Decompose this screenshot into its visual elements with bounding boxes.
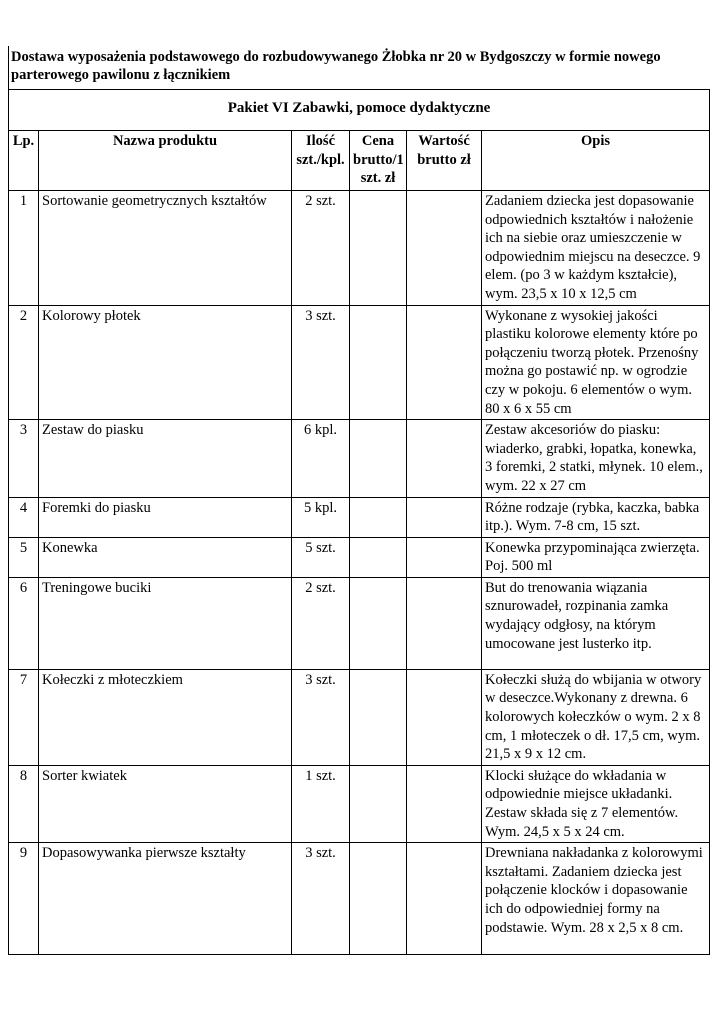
row-description: Konewka przypominająca zwierzęta. Poj. 500 ml <box>482 537 710 577</box>
row-unit-price <box>350 765 407 842</box>
row-lp: 7 <box>9 669 39 765</box>
row-total-value <box>407 537 482 577</box>
row-lp: 3 <box>9 420 39 497</box>
table-row <box>9 765 710 842</box>
row-lp: 4 <box>9 497 39 537</box>
row-description: Drewniana nakładanka z kolorowymi kształtami. Zadaniem dziecka jest połączenie klocków i dopasowanie ich do odpowiedniej formy na podstawie. Wym. 28 x 2,5 x 8 cm. <box>482 843 710 955</box>
table-row <box>9 669 710 765</box>
table-row <box>9 191 710 306</box>
row-product-name: Foremki do piasku <box>39 497 292 537</box>
row-quantity: 6 kpl. <box>292 420 350 497</box>
header-description: Opis <box>482 131 710 191</box>
row-description: Klocki służące do wkładania w odpowiednie miejsce układanki. Zestaw składa się z 7 elementów. Wym. 24,5 x 5 x 24 cm. <box>482 765 710 842</box>
package-title: Pakiet VI Zabawki, pomoce dydaktyczne <box>9 90 710 131</box>
row-lp: 1 <box>9 191 39 306</box>
row-description: Zadaniem dziecka jest dopasowanie odpowiednich kształtów i nałożenie ich na siebie oraz umieszczenie w odpowiednim miejscu na deseczce. 9 elem. (po 3 w każdym kształcie), wym. 23,5 x 10 x 12,5 cm <box>482 191 710 306</box>
table-row <box>9 577 710 669</box>
table-row <box>9 537 710 577</box>
header-total-value: Wartość brutto zł <box>407 131 482 191</box>
row-unit-price <box>350 497 407 537</box>
row-description: Różne rodzaje (rybka, kaczka, babka itp.). Wym. 7-8 cm, 15 szt. <box>482 497 710 537</box>
row-unit-price <box>350 537 407 577</box>
row-total-value <box>407 305 482 420</box>
row-total-value <box>407 669 482 765</box>
row-product-name: Treningowe buciki <box>39 577 292 669</box>
row-product-name: Dopasowywanka pierwsze kształty <box>39 843 292 955</box>
row-description: Wykonane z wysokiej jakości plastiku kolorowe elementy które po połączeniu tworzą płotek. Przenośny można go postawić np. w ogrodzie czy w pokoju. 6 elementów o wym. 80 x 6 x 55 cm <box>482 305 710 420</box>
row-description: Kołeczki służą do wbijania w otwory w deseczce.Wykonany z drewna. 6 kolorowych kołeczków o wym. 2 x 8 cm, 1 młoteczek o dł. 17,5 cm, wym. 21,5 x 9 x 12 cm. <box>482 669 710 765</box>
row-product-name: Zestaw do piasku <box>39 420 292 497</box>
row-product-name: Kolorowy płotek <box>39 305 292 420</box>
row-product-name: Sorter kwiatek <box>39 765 292 842</box>
row-total-value <box>407 577 482 669</box>
header-lp: Lp. <box>9 131 39 191</box>
product-table <box>8 89 710 955</box>
row-unit-price <box>350 577 407 669</box>
row-quantity: 2 szt. <box>292 191 350 306</box>
row-quantity: 2 szt. <box>292 577 350 669</box>
row-unit-price <box>350 420 407 497</box>
document-title: Dostawa wyposażenia podstawowego do rozbudowywanego Żłobka nr 20 w Bydgoszczy w formie nowego parterowego pawilonu z łącznikiem <box>8 46 708 89</box>
row-quantity: 3 szt. <box>292 843 350 955</box>
row-lp: 2 <box>9 305 39 420</box>
row-quantity: 3 szt. <box>292 305 350 420</box>
row-product-name: Kołeczki z młoteczkiem <box>39 669 292 765</box>
row-total-value <box>407 765 482 842</box>
row-unit-price <box>350 191 407 306</box>
header-unit-price: Cena brutto/1 szt. zł <box>350 131 407 191</box>
row-total-value <box>407 191 482 306</box>
row-quantity: 5 kpl. <box>292 497 350 537</box>
row-unit-price <box>350 305 407 420</box>
row-quantity: 3 szt. <box>292 669 350 765</box>
row-total-value <box>407 843 482 955</box>
row-quantity: 1 szt. <box>292 765 350 842</box>
row-description: But do trenowania wiązania sznurowadeł, rozpinania zamka wydający odgłosy, na którym umocowane jest lusterko itp. <box>482 577 710 669</box>
row-quantity: 5 szt. <box>292 537 350 577</box>
row-product-name: Konewka <box>39 537 292 577</box>
header-product-name: Nazwa produktu <box>39 131 292 191</box>
row-product-name: Sortowanie geometrycznych kształtów <box>39 191 292 306</box>
table-row <box>9 420 710 497</box>
row-unit-price <box>350 843 407 955</box>
table-row <box>9 305 710 420</box>
row-lp: 5 <box>9 537 39 577</box>
row-lp: 9 <box>9 843 39 955</box>
row-lp: 8 <box>9 765 39 842</box>
row-unit-price <box>350 669 407 765</box>
header-quantity: Ilość szt./kpl. <box>292 131 350 191</box>
row-total-value <box>407 420 482 497</box>
table-row <box>9 843 710 955</box>
table-row <box>9 497 710 537</box>
row-lp: 6 <box>9 577 39 669</box>
row-total-value <box>407 497 482 537</box>
row-description: Zestaw akcesoriów do piasku: wiaderko, grabki, łopatka, konewka, 3 foremki, 2 statki, młynek. 10 elem., wym. 22 x 27 cm <box>482 420 710 497</box>
